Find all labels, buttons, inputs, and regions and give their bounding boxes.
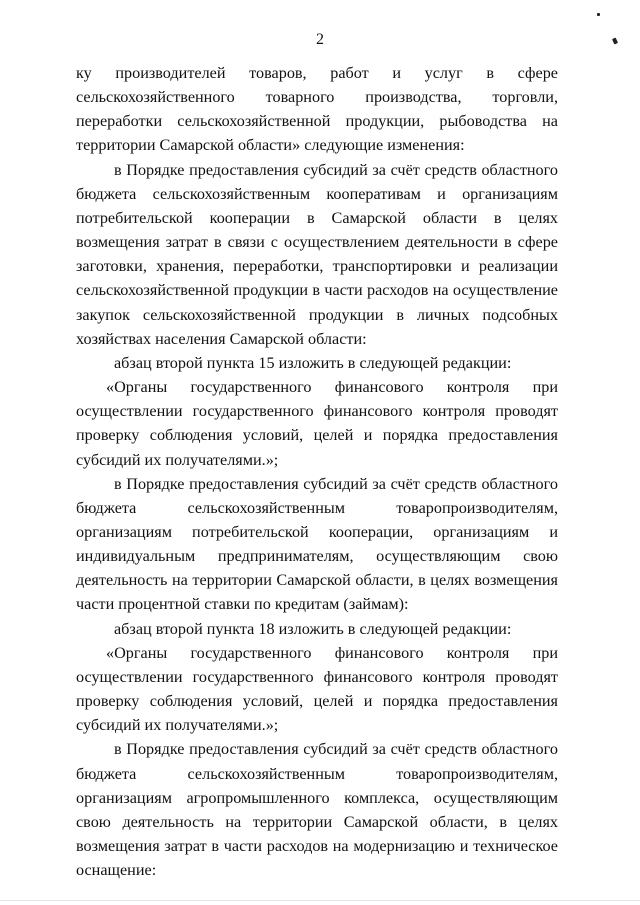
paragraph-continuation: ку производителей товаров, работ и услуг в сфере сельскохозяйственного товарного производства, торговли, переработки сельскохозяйственной продукции, рыбоводства на территории Самарской области» следующие изменения: (76, 64, 558, 155)
paragraph-procedure-interest-rate: в Порядке предоставления субсидий за счёт средств областного бюджета сельскохозяйственным товаропроизводителям, организациям потребительской кооперации, организациям и индивидуальным предпринимателям, осуществляющим свою деятельность на территории Самарской области, в целях возмещения части процентной ставки по кредитам (займам): (76, 474, 558, 614)
paragraph-amend-point-15: абзац второй пункта 15 изложить в следующей редакции: (114, 353, 512, 372)
page-number: 2 (316, 31, 324, 48)
page-bottom-edge (0, 900, 640, 901)
paragraph-quote-control-1: «Органы государственного финансового контроля при осуществлении государственного финансового контроля проводят проверку соблюдения условий, целей и порядка предоставления субсидий их получателями.»; (76, 378, 558, 469)
paragraph-amend-point-18: абзац второй пункта 18 изложить в следующей редакции: (114, 619, 512, 638)
document-body (76, 61, 558, 882)
scan-speck-mark (597, 13, 600, 16)
paragraph-procedure-modernization: в Порядке предоставления субсидий за счёт средств областного бюджета сельскохозяйственным товаропроизводителям, организациям агропромышленного комплекса, осуществляющим свою деятельность на территории Самарской области, в целях возмещения затрат в части расходов на модернизацию и техническое оснащение: (76, 740, 558, 880)
paragraph-quote-control-2: «Органы государственного финансового контроля при осуществлении государственного финансового контроля проводят проверку соблюдения условий, целей и порядка предоставления субсидий их получателями.»; (76, 643, 558, 735)
paragraph-procedure-cooperatives: в Порядке предоставления субсидий за счёт средств областного бюджета сельскохозяйственным кооперативам и организациям потребительской кооперации в Самарской области в целях возмещения затрат в связи с осуществлением деятельности в сфере заготовки, хранения, переработки, транспортировки и реализации сельскохозяйственной продукции в части расходов на осуществление закупок сельскохозяйственной продукции в личных подсобных хозяйствах населения Самарской области: (76, 160, 558, 348)
